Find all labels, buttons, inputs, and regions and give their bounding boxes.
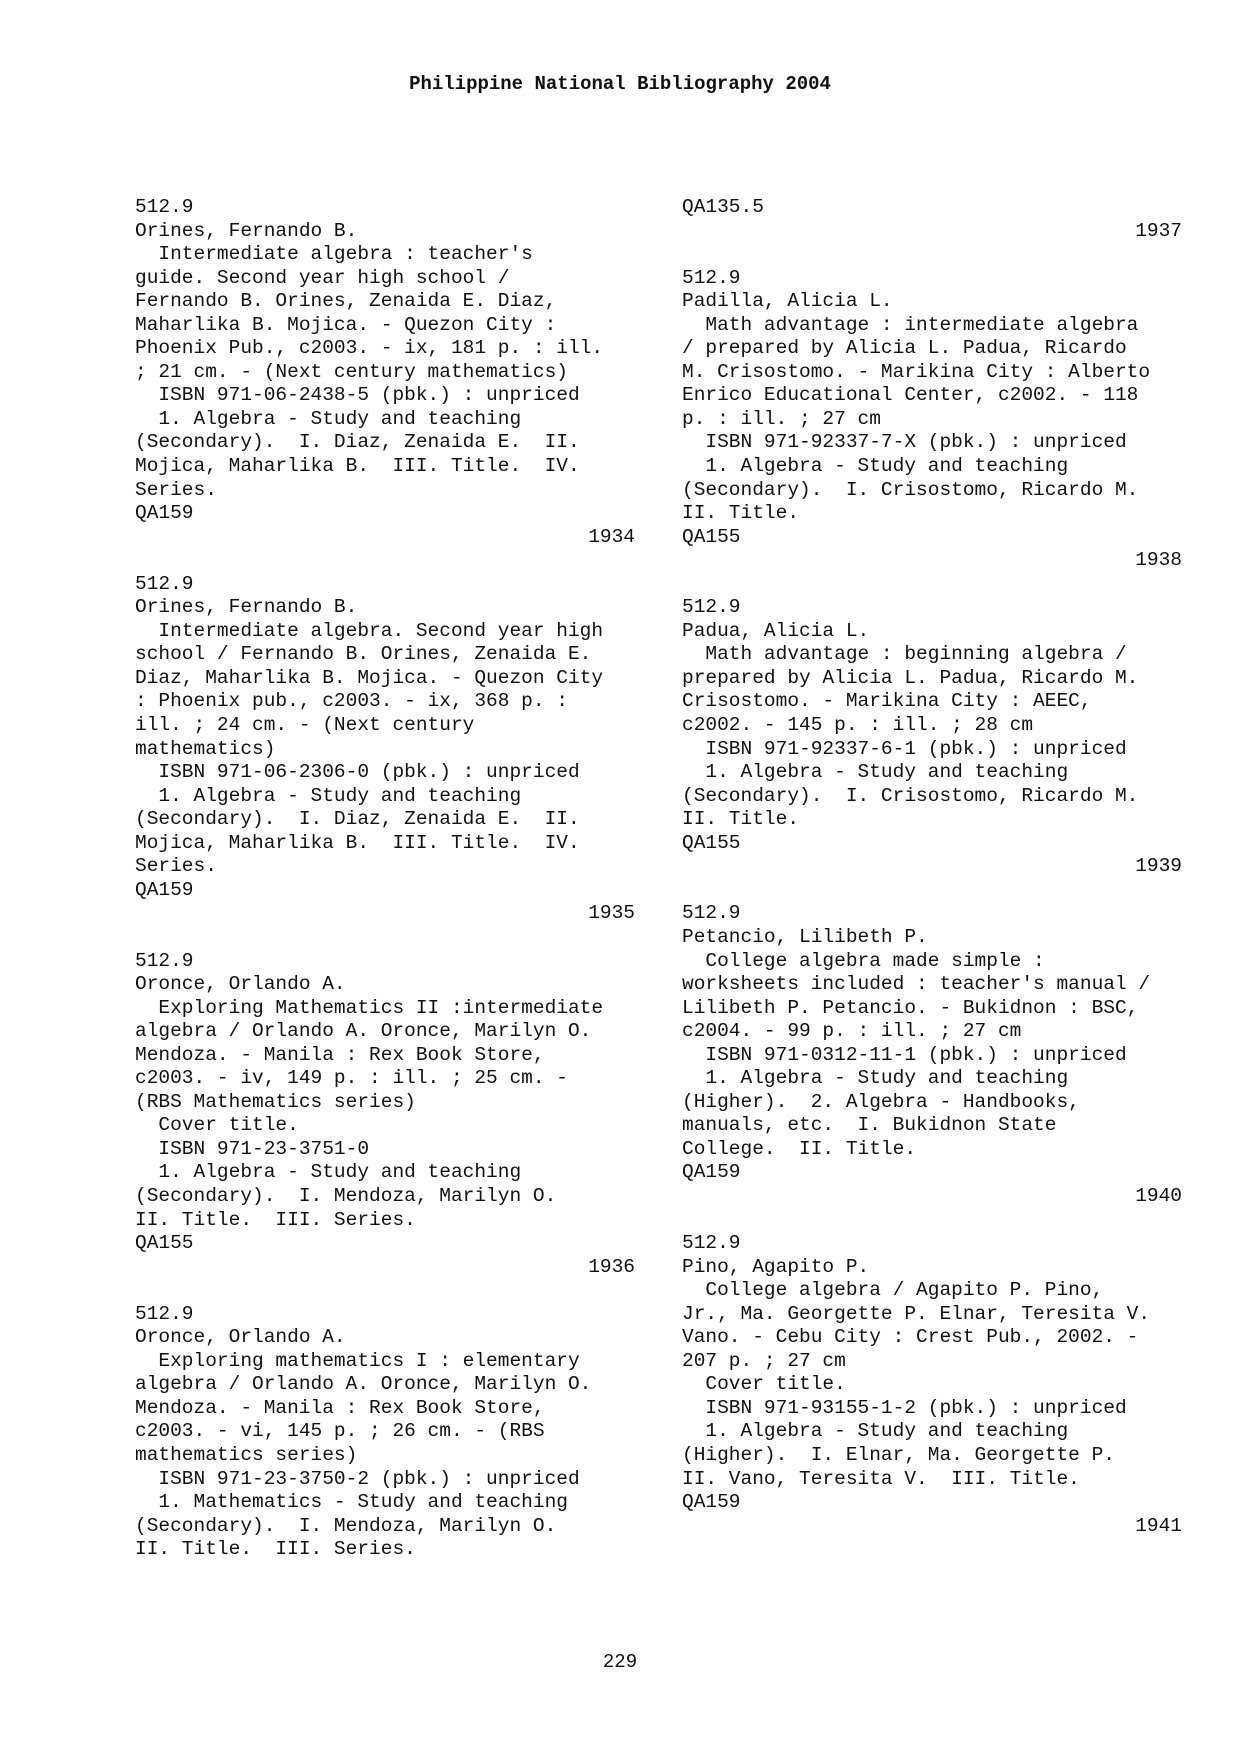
entry-line: Exploring Mathematics II :intermediate [135,996,604,1019]
entry-line: 512.9 [135,1302,194,1325]
entry-line: c2004. - 99 p. : ill. ; 27 cm [682,1020,1022,1043]
entry-line: QA155 [135,1232,194,1255]
entry-line: manuals, etc. I. Bukidnon State [682,1114,1057,1137]
entry-line: 207 p. ; 27 cm [682,1349,846,1372]
entry-line: QA155 [682,831,741,854]
entry-line: ISBN 971-92337-6-1 (pbk.) : unpriced [682,737,1127,760]
entry-line: 1. Mathematics - Study and teaching [135,1491,568,1514]
entry-line: Cover title. [135,1114,299,1137]
entry-line: ISBN 971-93155-1-2 (pbk.) : unpriced [682,1396,1127,1419]
entry-number: 1936 [588,1255,635,1278]
entry-line: worksheets included : teacher's manual / [682,973,1151,996]
entry-line: 1. Algebra - Study and teaching [682,1420,1069,1443]
entry-line: (RBS Mathematics series) [135,1090,416,1113]
entry-line: QA159 [682,1491,741,1514]
entry-spacer [135,926,635,950]
entry-line: Mendoza. - Manila : Rex Book Store, [135,1396,545,1419]
entry-line: II. Title. [682,502,800,525]
entry-line: II. Title. III. Series. [135,1538,416,1561]
entry-line: algebra / Orlando A. Oronce, Marilyn O. [135,1373,592,1396]
entry-line: Intermediate algebra. Second year high [135,619,604,642]
entry-line: Series. [135,855,217,878]
entry-line: Math advantage : intermediate algebra [682,313,1139,336]
entry-line: 512.9 [682,266,741,289]
entry-spacer [682,879,1182,903]
entry-spacer [682,1209,1182,1233]
left-column [135,196,635,1562]
entry-line: (Secondary). I. Crisostomo, Ricardo M. [682,478,1139,501]
page-header: Philippine National Bibliography 2004 [409,73,831,95]
entry-number: 1935 [588,902,635,925]
entry-line: guide. Second year high school / [135,266,510,289]
entry-line: Orines, Fernando B. [135,219,358,242]
entry-line: (Higher). I. Elnar, Ma. Georgette P. [682,1443,1115,1466]
entry-line: mathematics series) [135,1443,358,1466]
entry-line: : Phoenix pub., c2003. - ix, 368 p. : [135,690,568,713]
entry-line: Mojica, Maharlika B. III. Title. IV. [135,455,580,478]
entry-number: 1937 [1135,219,1182,242]
entry-line: (Secondary). I. Mendoza, Marilyn O. [135,1184,557,1207]
entry-line: Exploring mathematics I : elementary [135,1349,580,1372]
entry-line: Vano. - Cebu City : Crest Pub., 2002. - [682,1326,1139,1349]
entry-line: Pino, Agapito P. [682,1255,870,1278]
entry-line: ISBN 971-0312-11-1 (pbk.) : unpriced [682,1043,1127,1066]
entry-line: 1. Algebra - Study and teaching [682,761,1069,784]
entry-line: Jr., Ma. Georgette P. Elnar, Teresita V. [682,1302,1151,1325]
entry-line: II. Title. III. Series. [135,1208,416,1231]
entry-line: Oronce, Orlando A. [135,1326,346,1349]
entry-line: (Secondary). I. Mendoza, Marilyn O. [135,1514,557,1537]
entry-line: QA135.5 [682,196,764,218]
entry-spacer [135,549,635,573]
entry-line: Cover title. [682,1373,846,1396]
entry-spacer [682,573,1182,597]
entry-line: c2002. - 145 p. : ill. ; 28 cm [682,714,1034,737]
entry-spacer [135,1279,635,1303]
entry-line: 1. Algebra - Study and teaching [135,407,522,430]
entry-line: 1. Algebra - Study and teaching [135,1161,522,1184]
entry-line: 512.9 [682,902,741,925]
entry-line: 512.9 [682,596,741,619]
entry-line: / prepared by Alicia L. Padua, Ricardo [682,337,1127,360]
entry-line: Fernando B. Orines, Zenaida E. Diaz, [135,290,557,313]
entry-line: ISBN 971-92337-7-X (pbk.) : unpriced [682,431,1127,454]
entry-line: ISBN 971-06-2306-0 (pbk.) : unpriced [135,761,580,784]
entry-line: Math advantage : beginning algebra / [682,643,1127,666]
entry-line: ; 21 cm. - (Next century mathematics) [135,360,568,383]
entry-line: Intermediate algebra : teacher's [135,243,533,266]
entry-line: M. Crisostomo. - Marikina City : Alberto [682,360,1151,383]
entry-number: 1938 [1135,549,1182,572]
entry-line: 1. Algebra - Study and teaching [682,1067,1069,1090]
entry-spacer [682,243,1182,267]
entry-line: College algebra / Agapito P. Pino, [682,1279,1104,1302]
entry-line: ISBN 971-06-2438-5 (pbk.) : unpriced [135,384,580,407]
entry-line: school / Fernando B. Orines, Zenaida E. [135,643,592,666]
entry-line: Padua, Alicia L. [682,619,870,642]
entry-line: (Secondary). I. Diaz, Zenaida E. II. [135,431,580,454]
entry-line: Maharlika B. Mojica. - Quezon City : [135,313,557,336]
entry-line: 1. Algebra - Study and teaching [682,455,1069,478]
entry-line: QA155 [682,525,741,548]
entry-line: Series. [135,478,217,501]
entry-line: Mojica, Maharlika B. III. Title. IV. [135,831,580,854]
entry-line: mathematics) [135,737,276,760]
entry-line: c2003. - vi, 145 p. ; 26 cm. - (RBS [135,1420,545,1443]
page-number: 229 [602,1651,638,1673]
entry-line: 512.9 [135,196,194,218]
entry-line: c2003. - iv, 149 p. : ill. ; 25 cm. - [135,1067,568,1090]
entry-line: College algebra made simple : [682,949,1045,972]
entry-line: Phoenix Pub., c2003. - ix, 181 p. : ill. [135,337,604,360]
entry-line: (Secondary). I. Crisostomo, Ricardo M. [682,784,1139,807]
entry-line: prepared by Alicia L. Padua, Ricardo M. [682,666,1139,689]
entry-line: College. II. Title. [682,1137,917,1160]
entry-line: 1. Algebra - Study and teaching [135,784,522,807]
entry-line: Petancio, Lilibeth P. [682,925,928,948]
entry-number: 1941 [1135,1514,1182,1537]
entry-line: algebra / Orlando A. Oronce, Marilyn O. [135,1020,592,1043]
entry-line: Padilla, Alicia L. [682,290,893,313]
entry-line: Diaz, Maharlika B. Mojica. - Quezon City [135,666,604,689]
entry-line: II. Title. [682,808,800,831]
entry-line: p. : ill. ; 27 cm [682,407,881,430]
entry-line: Crisostomo. - Marikina City : AEEC, [682,690,1092,713]
entry-line: ISBN 971-23-3751-0 [135,1137,370,1160]
entry-number: 1940 [1135,1184,1182,1207]
entry-line: ill. ; 24 cm. - (Next century [135,714,475,737]
entry-number: 1934 [588,525,635,548]
entry-line: 512.9 [135,949,194,972]
entry-line: (Higher). 2. Algebra - Handbooks, [682,1090,1080,1113]
entry-line: QA159 [682,1161,741,1184]
entry-line: (Secondary). I. Diaz, Zenaida E. II. [135,808,580,831]
entry-line: Mendoza. - Manila : Rex Book Store, [135,1043,545,1066]
entry-line: Enrico Educational Center, c2002. - 118 [682,384,1139,407]
entry-line: 512.9 [682,1232,741,1255]
entry-number: 1939 [1135,855,1182,878]
entry-line: Lilibeth P. Petancio. - Bukidnon : BSC, [682,996,1139,1019]
entry-line: Oronce, Orlando A. [135,973,346,996]
entry-line: QA159 [135,502,194,525]
entry-line: Orines, Fernando B. [135,596,358,619]
entry-line: II. Vano, Teresita V. III. Title. [682,1467,1080,1490]
entry-line: QA159 [135,878,194,901]
right-column [682,196,1182,1538]
entry-line: 512.9 [135,572,194,595]
entry-line: ISBN 971-23-3750-2 (pbk.) : unpriced [135,1467,580,1490]
